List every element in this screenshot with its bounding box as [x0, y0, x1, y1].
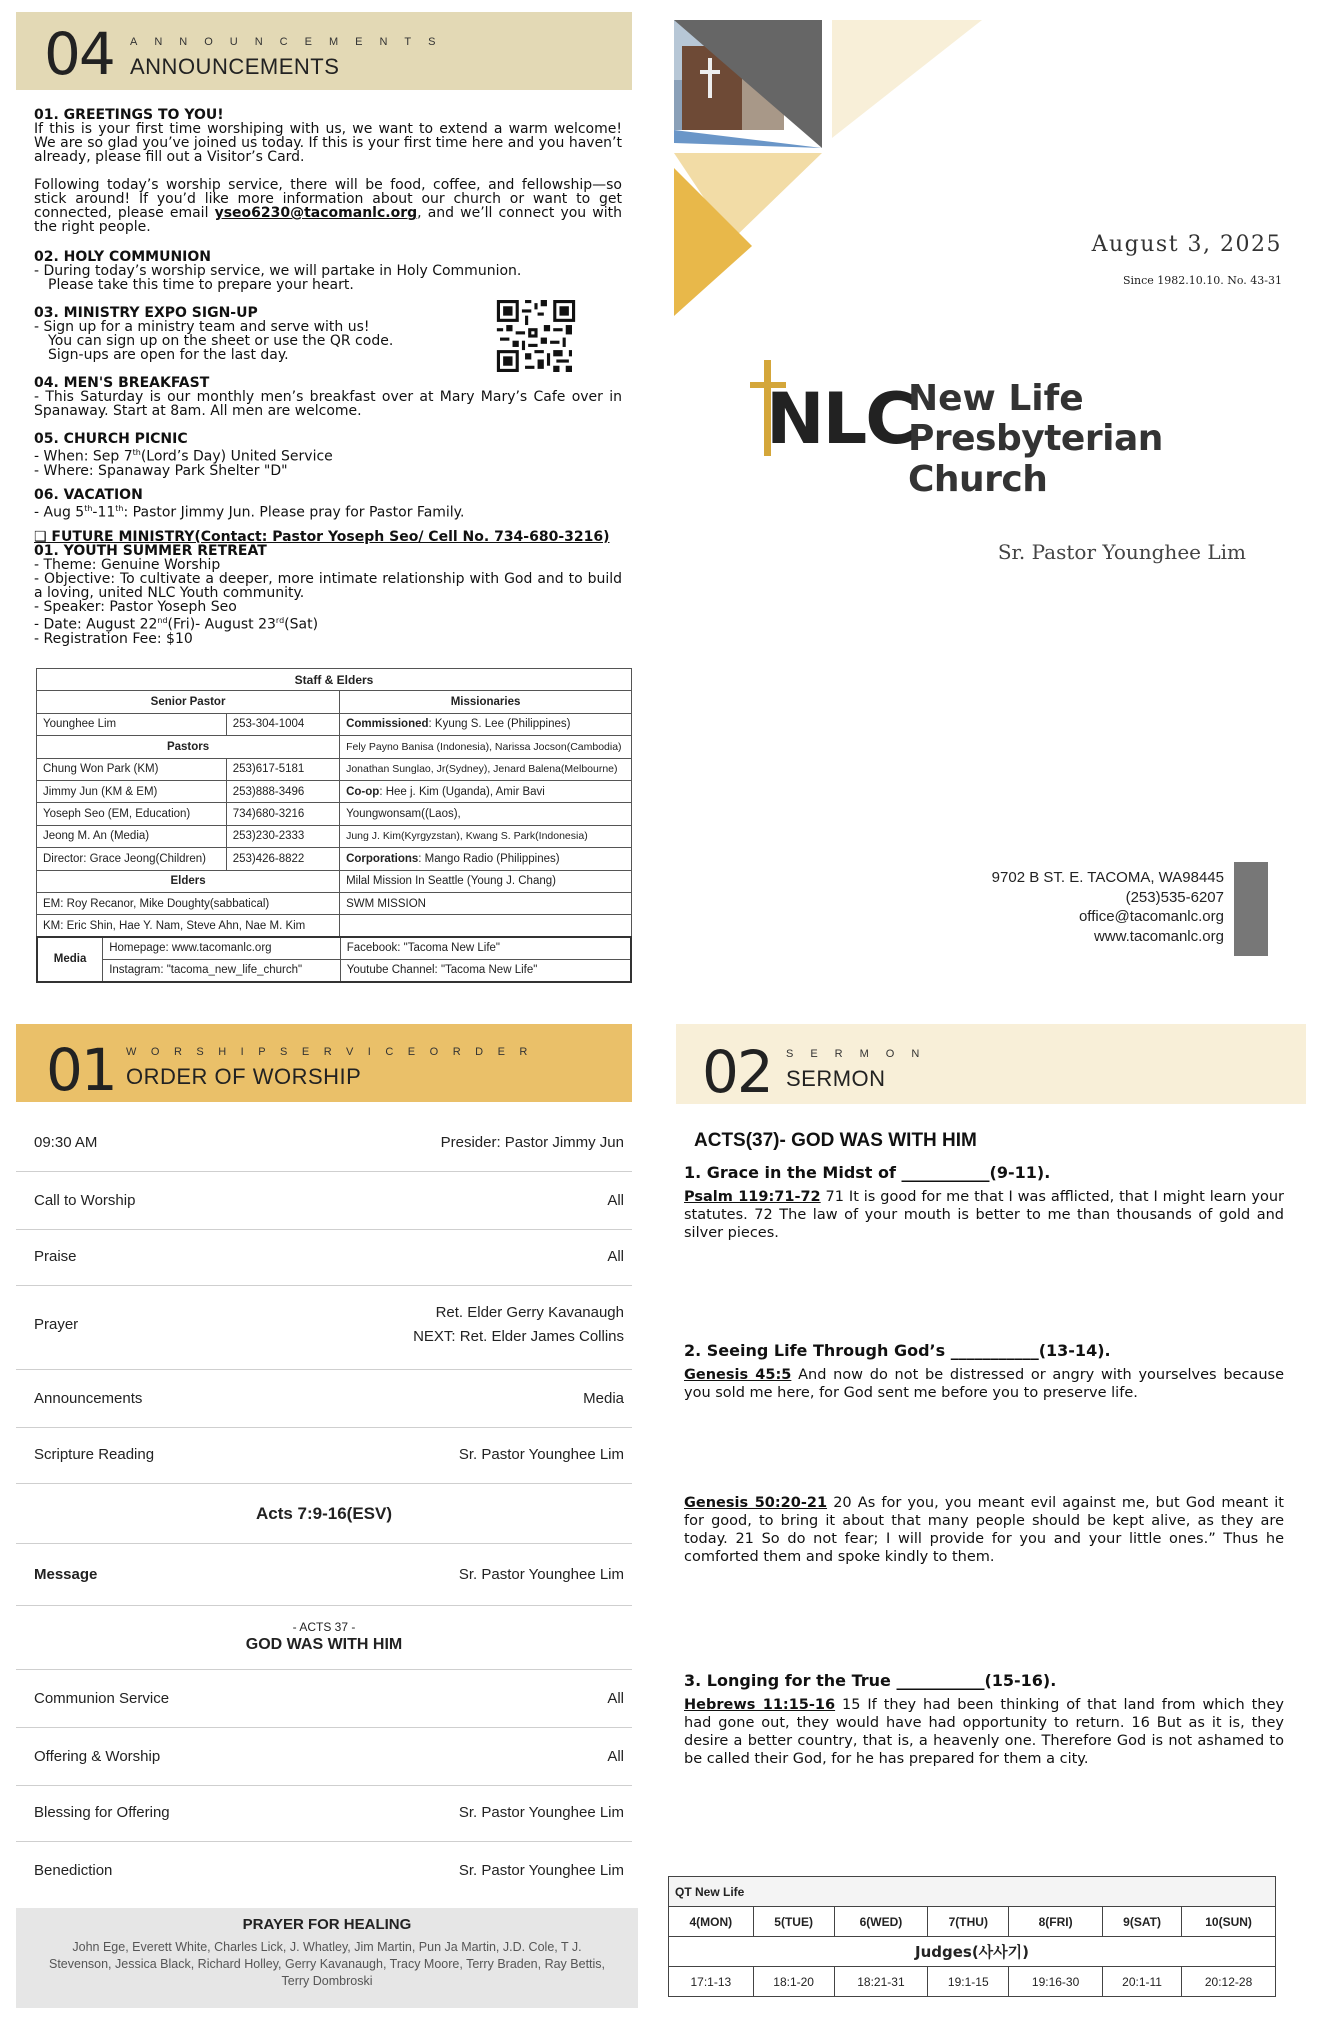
announcement-heading: 04. MEN'S BREAKFAST [34, 375, 210, 391]
missionary-cell: Co-op: Hee j. Kim (Uganda), Amir Bavi [340, 780, 632, 802]
missionary-cell: SWM MISSION [340, 892, 632, 914]
worship-item-leader: All [607, 1748, 624, 1765]
sermon-heading: ACTS(37)- GOD WAS WITH HIM [694, 1130, 977, 1151]
worship-row-communion [16, 1670, 632, 1728]
announcement-mens-breakfast [34, 376, 622, 418]
section-spaced-label: SERMON [786, 1048, 937, 1060]
bulletin-since: Since 1982.10.10. No. 43-31 [1122, 274, 1282, 287]
announcement-heading: 02. HOLY COMMUNION [34, 249, 211, 265]
qt-passage: 18:21-31 [834, 1967, 928, 1997]
gray-accent-bar [1234, 862, 1268, 956]
qt-book: Judges(사사기) [669, 1937, 1276, 1967]
pastors-header: Pastors [37, 736, 340, 758]
worship-item-label: Praise [34, 1248, 77, 1265]
senior-pastor-header: Senior Pastor [37, 691, 340, 713]
cover-graphic [672, 18, 992, 318]
message-title-row [16, 1606, 632, 1670]
announcement-line: - Theme: Genuine Worship [34, 557, 221, 573]
church-email[interactable]: office@tacomanlc.org [1078, 908, 1224, 925]
worship-item-leader: Ret. Elder Gerry Kavanaugh [435, 1304, 624, 1321]
sermon-point-3 [684, 1672, 1284, 1768]
worship-item-leader: Sr. Pastor Younghee Lim [458, 1566, 624, 1583]
worship-item-leader: Sr. Pastor Younghee Lim [458, 1446, 624, 1463]
worship-item-label: Benediction [34, 1862, 113, 1879]
sermon-verse: Genesis 45:5 And now do not be distressed or angry with yourselves because you sold me here, for God sent me before you to preserve life. [684, 1367, 1284, 1401]
announcement-line: - Aug 5th-11th: Pastor Jimmy Jun. Please pray for Pastor Family. [34, 504, 465, 521]
worship-item-next-leader: NEXT: Ret. Elder James Collins [413, 1328, 624, 1345]
staff-name: Chung Won Park (KM) [37, 758, 227, 780]
qt-day: 5(TUE) [753, 1907, 834, 1937]
announcement-line: - Objective: To cultivate a deeper, more intimate relationship with God and to build a loving, united NLC Youth community. [34, 571, 622, 601]
worship-item-label: Announcements [34, 1390, 143, 1407]
sermon-point-2 [684, 1342, 1284, 1402]
worship-item-label: Communion Service [34, 1690, 170, 1707]
announcement-heading: 05. CHURCH PICNIC [34, 431, 188, 447]
church-phone: (253)535-6207 [1125, 888, 1224, 906]
qt-day: 10(SUN) [1182, 1907, 1276, 1937]
sermon-point-title: 3. Longing for the True ___________(15-16). [684, 1671, 1057, 1690]
scripture-passage-row [16, 1484, 632, 1544]
presider: Presider: Pastor Jimmy Jun [440, 1134, 624, 1151]
announcement-heading: 03. MINISTRY EXPO SIGN-UP [34, 305, 258, 321]
section-title: ORDER OF WORSHIP [126, 1064, 362, 1089]
staff-name: Jeong M. An (Media) [37, 825, 227, 847]
announcement-line: Please take this time to prepare your heart. [48, 277, 354, 293]
announcement-line: - Registration Fee: $10 [34, 630, 193, 647]
elders-header: Elders [37, 870, 340, 892]
logo-line-2: Presbyterian Church [908, 418, 1163, 500]
sermon-point-2-verse-2 [684, 1494, 1284, 1566]
announcement-heading: 06. VACATION [34, 487, 143, 503]
church-logo [748, 356, 1248, 500]
contact-email-link[interactable]: yseo6230@tacomanlc.org [214, 205, 418, 221]
church-address: 9702 B ST. E. TACOMA, WA98445 [991, 869, 1224, 886]
worship-row-message [16, 1544, 632, 1606]
worship-row-announcements [16, 1370, 632, 1428]
missionary-cell: Fely Payno Banisa (Indonesia), Narissa Jocson(Cambodia) [340, 736, 632, 758]
qt-passage: 17:1-13 [669, 1967, 754, 1997]
worship-item-label: Blessing for Offering [34, 1804, 170, 1821]
announcement-body-2: Following today’s worship service, there will be food, coffee, and fellowship—so stick around! If you’d like more information about our church or want to get connected, please email yseo6230@tacomanlc.org, and we’ll connect you with the right people. [34, 177, 622, 235]
section-title: SERMON [786, 1066, 886, 1091]
qt-passage: 19:16-30 [1009, 1967, 1103, 1997]
instagram-link[interactable]: Instagram: "tacoma_new_life_church" [103, 959, 341, 981]
qt-day: 6(WED) [834, 1907, 928, 1937]
staff-phone: 734)680-3216 [226, 803, 339, 825]
worship-time-row [16, 1114, 632, 1172]
staff-phone: 253)426-8822 [226, 848, 339, 870]
section-spaced-label: ANNOUNCEMENTS [130, 36, 453, 48]
announcement-line: - During today’s worship service, we will partake in Holy Communion. [34, 263, 522, 279]
worship-item-leader: Media [583, 1390, 624, 1407]
section-number: 04 [44, 20, 114, 88]
worship-item-label: Prayer [34, 1316, 79, 1333]
qt-table [668, 1876, 1276, 1997]
scripture-passage: Acts 7:9-16(ESV) [255, 1504, 393, 1523]
qr-code-icon[interactable] [496, 300, 576, 372]
section-number: 01 [46, 1036, 116, 1104]
logo-initials: NLC [766, 378, 915, 460]
missionary-cell: Youngwonsam((Laos), [340, 803, 632, 825]
qt-day: 7(THU) [928, 1907, 1009, 1937]
announcement-body: If this is your first time worshiping with us, we want to extend a warm welcome! We are so glad you’ve joined us today. If this is your first time here and you haven’t already, please fill out a Visitor’s Card. [34, 121, 622, 165]
sermon-point-title: 1. Grace in the Midst of ___________(9-11). [684, 1163, 1051, 1182]
worship-item-label: Message [34, 1566, 98, 1583]
worship-row-blessing [16, 1786, 632, 1842]
worship-item-leader: All [607, 1248, 624, 1265]
missionary-cell: Jonathan Sunglao, Jr(Sydney), Jenard Balena(Melbourne) [340, 758, 632, 780]
message-title: GOD WAS WITH HIM [245, 1636, 403, 1653]
worship-item-leader: All [607, 1690, 624, 1707]
worship-row-call [16, 1172, 632, 1230]
sermon-verse: Hebrews 11:15-16 15 If they had been thinking of that land from which they had gone out, they would have had opportunity to return. 16 But as it is, they desire a better country, that is, a heavenly one. Therefore God is not ashamed to be called their God, for he has prepared for them a city. [684, 1697, 1284, 1767]
worship-row-prayer [16, 1286, 632, 1370]
senior-pastor-name: Sr. Pastor Younghee Lim [997, 540, 1246, 564]
announcement-line: - Sign up for a ministry team and serve with us! [34, 319, 370, 335]
qt-passage: 20:12-28 [1182, 1967, 1276, 1997]
staff-name: Yoseph Seo (EM, Education) [37, 803, 227, 825]
missionary-cell: Commissioned: Kyung S. Lee (Philippines) [340, 713, 632, 735]
worship-row-offering [16, 1728, 632, 1786]
announcement-heading: 01. GREETINGS TO YOU! [34, 107, 224, 123]
qt-day: 4(MON) [669, 1907, 754, 1937]
youth-retreat-heading: 01. YOUTH SUMMER RETREAT [34, 543, 267, 559]
staff-phone: 253)230-2333 [226, 825, 339, 847]
announcement-greetings [34, 108, 622, 234]
youtube-link[interactable]: Youtube Channel: "Tacoma New Life" [340, 959, 631, 981]
staff-name: Jimmy Jun (KM & EM) [37, 780, 227, 802]
missionary-cell: Jung J. Kim(Kyrgyzstan), Kwang S. Park(Indonesia) [340, 825, 632, 847]
announcement-line: - When: Sep 7th(Lord’s Day) United Service [34, 448, 333, 465]
staff-phone: 253)888-3496 [226, 780, 339, 802]
pale-triangle [832, 20, 982, 138]
church-website[interactable]: www.tacomanlc.org [1093, 927, 1224, 945]
worship-item-leader: All [607, 1192, 624, 1209]
qt-passage: 18:1-20 [753, 1967, 834, 1997]
announcements-header [16, 12, 632, 90]
announcement-line: - Where: Spanaway Park Shelter "D" [34, 462, 288, 479]
sermon-verse: Genesis 50:20-21 20 As for you, you meant evil against me, but God meant it for good, to bring it about that many people should be kept alive, as they are today. 21 So do not fear; I will provide for you and your little ones.” Thus he comforted them and spoke kindly to them. [684, 1495, 1284, 1565]
bulletin-date: August 3, 2025 [1091, 232, 1282, 257]
announcement-line: Sign-ups are open for the last day. [48, 347, 289, 363]
service-time: 09:30 AM [34, 1134, 98, 1151]
worship-item-label: Offering & Worship [34, 1748, 161, 1765]
announcement-ministry-expo [34, 306, 494, 362]
sermon-point-1 [684, 1164, 1284, 1242]
worship-item-leader: Sr. Pastor Younghee Lim [458, 1862, 624, 1879]
section-number: 02 [702, 1038, 772, 1106]
sermon-verse: Psalm 119:71-72 71 It is good for me that I was afflicted, that I might learn your statutes. 72 The law of your mouth is better to me than thousands of gold and silver pieces. [684, 1189, 1284, 1241]
message-subtitle: - ACTS 37 - [292, 1620, 356, 1634]
logo-line-1: New Life [908, 378, 1084, 419]
qt-title: QT New Life [669, 1877, 1276, 1907]
announcement-holy-communion [34, 250, 622, 292]
staff-phone: 253-304-1004 [226, 713, 339, 735]
staff-name: Younghee Lim [37, 713, 227, 735]
qt-day: 8(FRI) [1009, 1907, 1103, 1937]
worship-header [16, 1024, 632, 1102]
future-ministry [34, 530, 622, 646]
future-ministry-heading: ❑ FUTURE MINISTRY(Contact: Pastor Yoseph Seo/ Cell No. 734-680-3216) [34, 529, 610, 545]
staff-table [36, 668, 632, 938]
worship-row-praise [16, 1230, 632, 1286]
section-title: ANNOUNCEMENTS [130, 54, 340, 79]
healing-names: John Ege, Everett White, Charles Lick, J. Whatley, Jim Martin, Pun Ja Martin, J.D. Cole, T J. Stevenson, Jessica Black, Richard Holley, Gerry Kavanaugh, Tracy Moore, Terry Braden, Ray Bettis, Terry Dombroski [48, 1940, 606, 1988]
church-contact [900, 868, 1224, 946]
prayer-for-healing [16, 1908, 638, 2008]
announcement-line: - This Saturday is our monthly men’s breakfast over at Mary Mary’s Cafe over in Spanaway. Start at 8am. All men are welcome. [34, 389, 622, 419]
media-label: Media [37, 937, 103, 982]
announcement-line: You can sign up on the sheet or use the QR code. [48, 333, 394, 349]
empty-cell [340, 915, 632, 937]
announcement-line: - Date: August 22nd(Fri)- August 23rd(Sat) [34, 616, 319, 633]
staff-table-title: Staff & Elders [37, 669, 632, 691]
worship-row-benediction [16, 1842, 632, 1902]
facebook-link[interactable]: Facebook: "Tacoma New Life" [340, 937, 631, 959]
elder-names: KM: Eric Shin, Hae Y. Nam, Steve Ahn, Nae M. Kim [37, 915, 340, 937]
announcement-vacation [34, 488, 622, 520]
homepage-link[interactable]: Homepage: www.tacomanlc.org [103, 937, 341, 959]
section-spaced-label: WORSHIPSERVICEORDER [126, 1046, 542, 1058]
sermon-header [676, 1024, 1306, 1104]
qt-passage: 20:1-11 [1103, 1967, 1182, 1997]
elder-names: EM: Roy Recanor, Mike Doughty(sabbatical) [37, 892, 340, 914]
sermon-point-title: 2. Seeing Life Through God’s ___________(13-14). [684, 1341, 1111, 1360]
announcement-church-picnic [34, 432, 622, 478]
worship-item-label: Scripture Reading [34, 1446, 155, 1463]
missionary-cell: Corporations: Mango Radio (Philippines) [340, 848, 632, 870]
staff-phone: 253)617-5181 [226, 758, 339, 780]
media-table [36, 936, 632, 983]
worship-row-scripture [16, 1428, 632, 1484]
qt-day: 9(SAT) [1103, 1907, 1182, 1937]
qt-passage: 19:1-15 [928, 1967, 1009, 1997]
staff-name: Director: Grace Jeong(Children) [37, 848, 227, 870]
worship-item-label: Call to Worship [34, 1192, 136, 1209]
worship-item-leader: Sr. Pastor Younghee Lim [458, 1804, 624, 1821]
missionary-cell: Milal Mission In Seattle (Young J. Chang) [340, 870, 632, 892]
announcement-line: - Speaker: Pastor Yoseph Seo [34, 599, 237, 615]
missionaries-header: Missionaries [340, 691, 632, 713]
healing-title: PRAYER FOR HEALING [242, 1916, 412, 1933]
